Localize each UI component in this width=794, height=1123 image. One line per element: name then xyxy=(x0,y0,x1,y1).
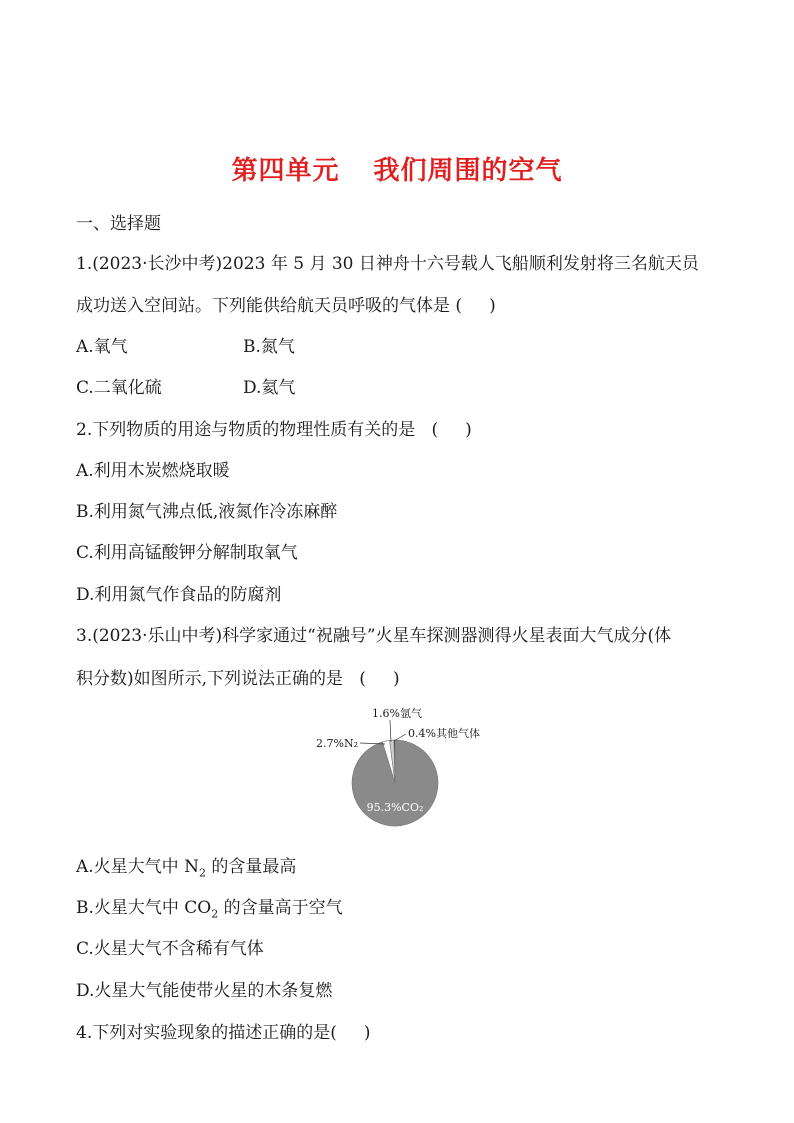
label-co2: 95.3%CO₂ xyxy=(366,801,424,814)
option-2a: A.利用木炭燃烧取暖 xyxy=(76,461,230,481)
question-1-stem: 成功送入空间站。下列能供给航天员呼吸的气体是 xyxy=(76,296,450,316)
question-1-line-1: 1.(2023·长沙中考)2023 年 5 月 30 日神舟十六号载人飞船顺利发射将三名航天员 xyxy=(76,254,699,274)
question-2-line xyxy=(76,418,471,442)
title-topic: 我们周围的空气 xyxy=(373,156,563,186)
question-3-line-1: 3.(2023·乐山中考)科学家通过“祝融号”火星车探测器测得火星表面大气成分(体 xyxy=(76,626,672,646)
title-unit: 第四单元 xyxy=(231,156,340,186)
option-3b: B.火星大气中 $CO_2$ 的含量高于空气 xyxy=(76,898,343,921)
option-1c: C.二氧化硫 xyxy=(76,378,162,398)
section-heading: 一、选择题 xyxy=(76,214,161,234)
question-1-line-2 xyxy=(76,294,495,318)
label-argon: 1.6%氩气 xyxy=(372,707,422,720)
leader-other xyxy=(394,734,406,741)
question-2-stem: 2.下列物质的用途与物质的物理性质有关的是 xyxy=(76,420,416,440)
answer-blank: ( ) xyxy=(330,1023,371,1043)
label-other: 0.4%其他气体 xyxy=(408,727,480,740)
option-3c: C.火星大气不含稀有气体 xyxy=(76,939,264,959)
question-3-stem: 积分数)如图所示,下列说法正确的是 xyxy=(76,669,344,689)
answer-blank: ( ) xyxy=(455,296,496,316)
answer-blank: ( ) xyxy=(359,669,400,689)
page-title xyxy=(0,150,794,187)
option-3d: D.火星大气能使带火星的木条复燃 xyxy=(76,981,333,1001)
option-2c: C.利用高锰酸钾分解制取氧气 xyxy=(76,543,298,563)
option-1d: D.氦气 xyxy=(243,378,296,398)
option-2b: B.利用氮气沸点低,液氮作冷冻麻醉 xyxy=(76,502,338,522)
option-1a: A.氧气 xyxy=(76,337,128,357)
answer-blank: ( ) xyxy=(431,420,472,440)
question-4-stem: 4.下列对实验现象的描述正确的是 xyxy=(76,1023,331,1043)
option-1b: B.氮气 xyxy=(243,337,295,357)
label-n2: 2.7%N₂ xyxy=(316,737,358,750)
question-3-line-2 xyxy=(76,667,399,691)
leader-argon xyxy=(390,720,391,742)
mars-atmosphere-pie-chart xyxy=(310,700,500,835)
option-2d: D.利用氮气作食品的防腐剂 xyxy=(76,585,282,605)
question-4-line xyxy=(76,1021,370,1045)
option-3a: A.火星大气中 $N_2$ 的含量最高 xyxy=(76,857,297,880)
